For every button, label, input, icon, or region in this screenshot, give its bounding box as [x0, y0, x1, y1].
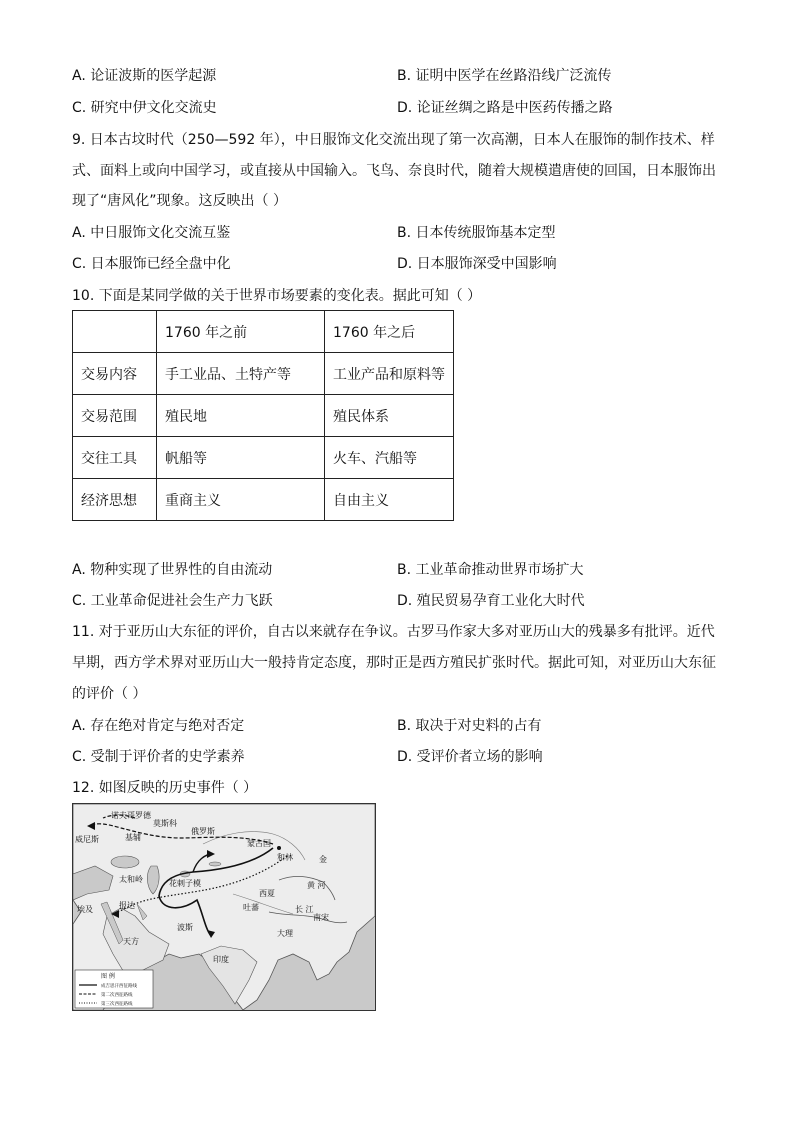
- legend-item-3: 第三次西征路线: [101, 1002, 133, 1007]
- q9-stem-line-3: 现了“唐风化”现象。这反映出（ ）: [72, 193, 287, 209]
- label-baghdad: 报达: [119, 901, 135, 910]
- q11-option-c: C. 受制于评价者的史学素养: [72, 749, 245, 765]
- q9-option-d: D. 日本服饰深受中国影响: [397, 256, 557, 272]
- table-cell: 自由主义: [325, 479, 454, 521]
- table-row: [73, 353, 454, 395]
- label-tianfang: 天方: [123, 937, 139, 946]
- table-cell: 重商主义: [157, 479, 325, 521]
- label-kiev: 基辅: [125, 833, 141, 842]
- black-sea: [111, 856, 139, 868]
- q8-option-d: D. 论证丝绸之路是中医药传播之路: [397, 100, 613, 116]
- table-cell: 殖民体系: [325, 395, 454, 437]
- q11-option-b: B. 取决于对史料的占有: [397, 718, 542, 734]
- q8-option-a: A. 论证波斯的医学起源: [72, 68, 217, 84]
- q11-option-a: A. 存在绝对肯定与绝对否定: [72, 718, 245, 734]
- table-cell: 手工业品、土特产等: [157, 353, 325, 395]
- legend-item-1: 成吉思汗西征路线: [101, 984, 137, 989]
- table-cell: 经济思想: [73, 479, 157, 521]
- table-cell: 火车、汽船等: [325, 437, 454, 479]
- q12-stem: 12. 如图反映的历史事件（ ）: [72, 780, 258, 796]
- q9-stem-line-1: 9. 日本古坟时代（250—592 年），中日服饰文化交流出现了第一次高潮，日本人在服饰的制作技术、样: [72, 132, 715, 148]
- label-russia: 俄罗斯: [191, 827, 215, 836]
- label-nansong: 南宋: [313, 913, 329, 922]
- table-cell: [73, 311, 157, 353]
- table-cell: 交往工具: [73, 437, 157, 479]
- label-huanghe: 黄 河: [307, 881, 326, 890]
- market-elements-table: [72, 310, 454, 521]
- label-egypt: 埃及: [77, 905, 93, 914]
- q11-stem-line-3: 的评价（ ）: [72, 686, 147, 702]
- label-changjiang: 长 江: [295, 905, 314, 914]
- table-cell: 交易范围: [73, 395, 157, 437]
- q11-stem-line-2: 早期，西方学术界对亚历山大一般持肯定态度，那时正是西方殖民扩张时代。据此可知，对亚历山大东征: [72, 655, 716, 671]
- table-row: [73, 437, 454, 479]
- label-tubo: 吐蕃: [243, 903, 259, 912]
- q10-option-a: A. 物种实现了世界性的自由流动: [72, 562, 273, 578]
- map-figure: [73, 804, 375, 1010]
- label-khwarezm: 花剌子模: [169, 879, 201, 888]
- legend-item-2: 第二次西征路线: [101, 993, 133, 998]
- q10-option-c: C. 工业革命促进社会生产力飞跃: [72, 593, 273, 609]
- map-legend: [75, 970, 153, 1008]
- label-tabriz: 太和岭: [119, 875, 143, 884]
- label-xixia: 西夏: [259, 889, 275, 898]
- table-cell: 交易内容: [73, 353, 157, 395]
- karakorum-marker: [277, 846, 281, 850]
- q10-stem: 10. 下面是某同学做的关于世界市场要素的变化表。据此可知（ ）: [72, 288, 482, 304]
- q10-option-d: D. 殖民贸易孕育工业化大时代: [397, 593, 585, 609]
- label-mongolia: 蒙古国: [247, 839, 271, 848]
- label-jin: 金: [319, 855, 327, 864]
- label-karakorum: 和林: [277, 853, 293, 862]
- q10-option-b: B. 工业革命推动世界市场扩大: [397, 562, 584, 578]
- table-cell: 1760 年之前: [157, 311, 325, 353]
- table-cell: 1760 年之后: [325, 311, 454, 353]
- balkhash-lake: [209, 862, 221, 866]
- q11-option-d: D. 受评价者立场的影响: [397, 749, 543, 765]
- q9-stem-line-2: 式、面料上或向中国学习，或直接从中国输入。飞鸟、奈良时代，随着大规模遣唐使的回国，日本服饰出: [72, 163, 716, 179]
- table-cell: 工业产品和原料等: [325, 353, 454, 395]
- label-venice: 威尼斯: [75, 835, 99, 844]
- label-moscow: 莫斯科: [153, 819, 177, 828]
- table-row: [73, 395, 454, 437]
- table-header-row: [73, 311, 454, 353]
- q11-stem-line-1: 11. 对于亚历山大东征的评价，自古以来就存在争议。古罗马作家大多对亚历山大的残暴多有批评。近代: [72, 624, 715, 640]
- label-persia: 波斯: [177, 923, 193, 932]
- q9-option-a: A. 中日服饰文化交流互鉴: [72, 225, 231, 241]
- legend-title: 图 例: [101, 973, 115, 980]
- q9-option-b: B. 日本传统服饰基本定型: [397, 225, 556, 241]
- table-cell: 帆船等: [157, 437, 325, 479]
- q8-option-b: B. 证明中医学在丝路沿线广泛流传: [397, 68, 612, 84]
- mongol-campaigns-map: [72, 803, 376, 1011]
- q9-option-c: C. 日本服饰已经全盘中化: [72, 256, 231, 272]
- label-novgorod: 诺夫哥罗德: [111, 811, 151, 820]
- table-cell: 殖民地: [157, 395, 325, 437]
- table-row: [73, 479, 454, 521]
- q8-option-c: C. 研究中伊文化交流史: [72, 100, 217, 116]
- label-dali: 大理: [277, 929, 293, 938]
- label-india: 印度: [213, 955, 229, 964]
